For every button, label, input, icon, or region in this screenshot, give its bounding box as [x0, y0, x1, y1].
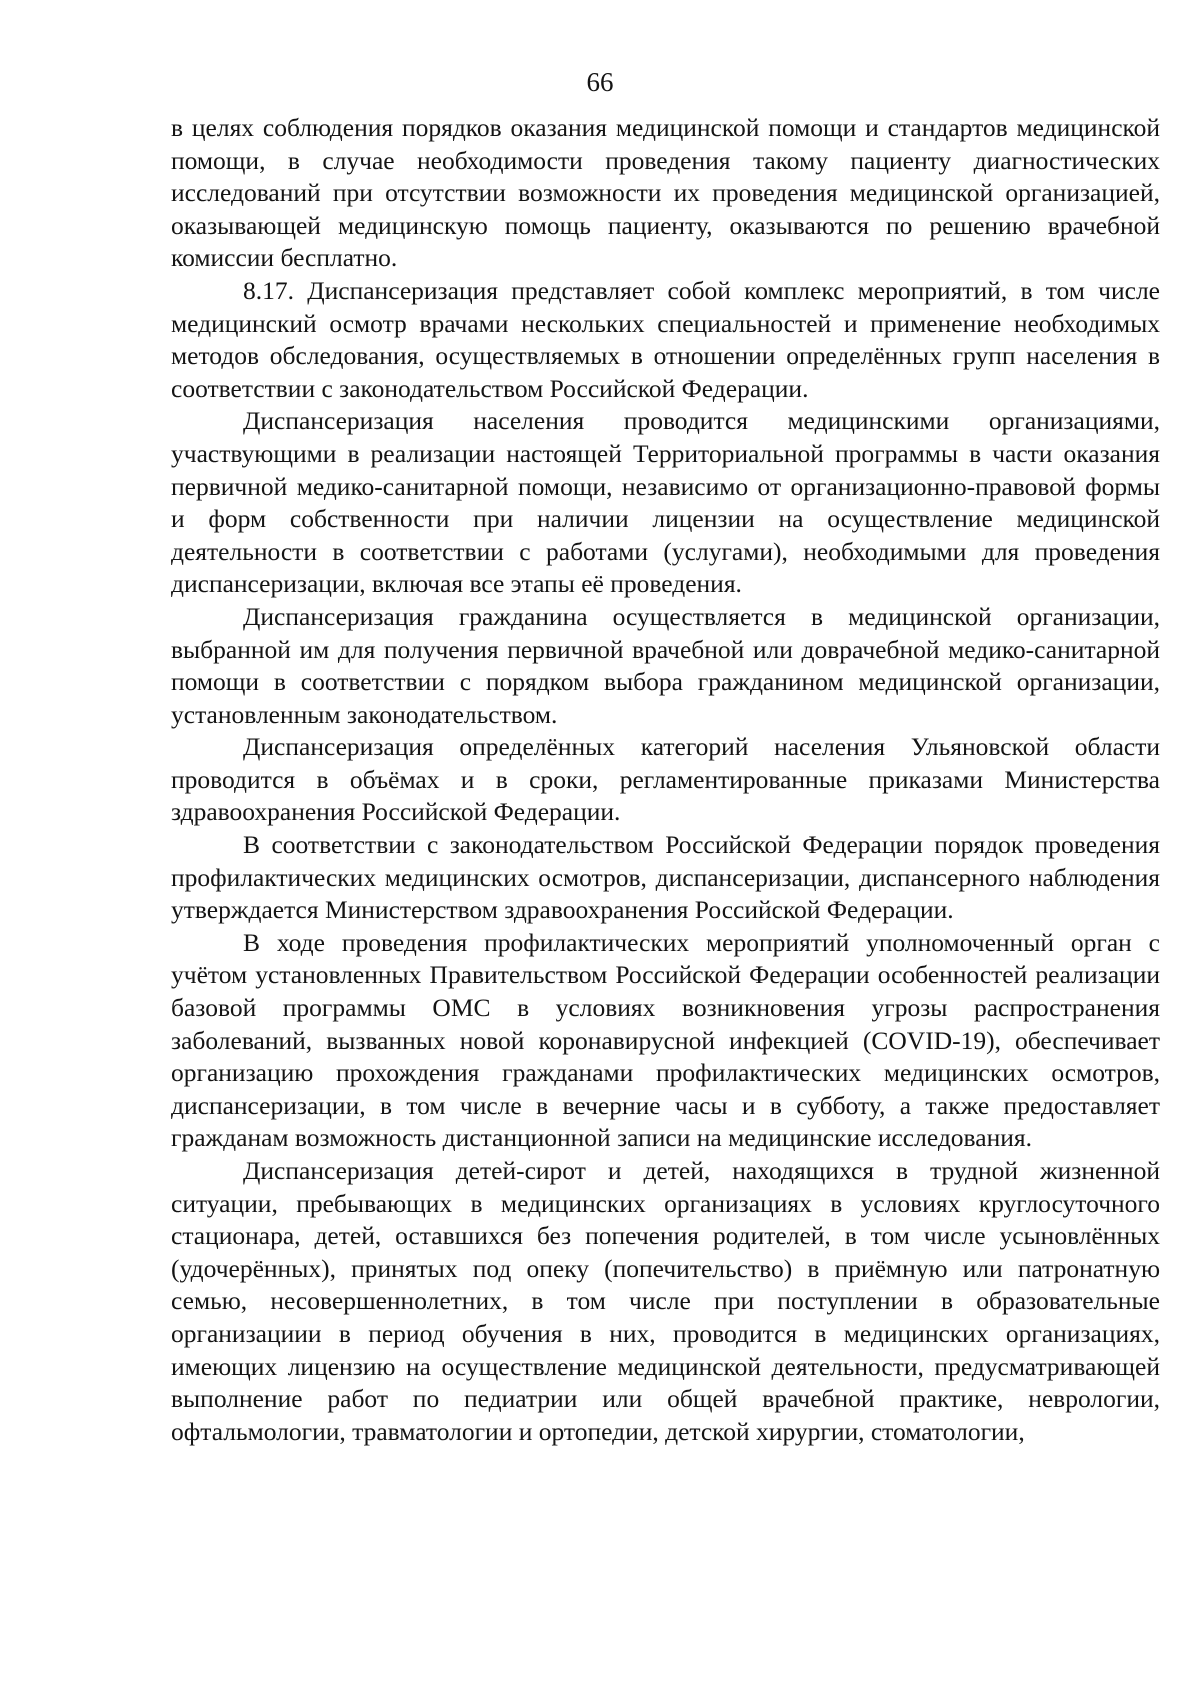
paragraph-covid-measures: В ходе проведения профилактических мероприятий уполномоченный орган с учётом установленных Правительством Российской Федерации особенностей реализации базовой программы ОМС в условиях возникновения угрозы распространения заболеваний, вызванных новой коронавирусной инфекцией (COVID-19), обеспечивает организацию прохождения гражданами профилактических медицинских осмотров, диспансеризации, в том числе в вечерние часы и в субботу, а также предоставляет гражданам возможность дистанционной записи на медицинские исследования. [171, 927, 1160, 1153]
paragraph-citizen-screening: Диспансеризация гражданина осуществляется в медицинской организации, выбранной им для получения первичной врачебной или доврачебной медико-санитарной помощи в соответствии с порядком выбора гражданином медицинской организации, установленным законодательством. [171, 601, 1160, 729]
paragraph-procedure: В соответствии с законодательством Российской Федерации порядок проведения профилактических медицинских осмотров, диспансеризации, диспансерного наблюдения утверждается Министерством здравоохранения Российской Федерации. [171, 830, 1160, 925]
paragraph-population-screening: Диспансеризация населения проводится медицинскими организациями, участвующими в реализации настоящей Территориальной программы в части оказания первичной медико-санитарной помощи, независимо от организационно-правовой формы и форм собственности при наличии лицензии на осуществление медицинской деятельности в соответствии с работами (услугами), необходимыми для проведения диспансеризации, включая все этапы её проведения. [171, 406, 1160, 599]
paragraph-categories-screening: Диспансеризация определённых категорий населения Ульяновской области проводится в объёмах и в сроки, регламентированные приказами Министерства здравоохранения Российской Федерации. [171, 732, 1160, 827]
paragraph-continuation: в целях соблюдения порядков оказания медицинской помощи и стандартов медицинской помощи, в случае необходимости проведения такому пациенту диагностических исследований при отсутствии возможности их проведения медицинской организацией, оказывающей медицинскую помощь пациенту, оказываются по решению врачебной комиссии бесплатно. [171, 113, 1160, 273]
paragraph-section-8-17: 8.17. Диспансеризация представляет собой комплекс мероприятий, в том числе медицинский осмотр врачами нескольких специальностей и применение необходимых методов обследования, осуществляемых в отношении определённых групп населения в соответствии с законодательством Российской Федерации. [171, 275, 1160, 403]
page-number: 66 [586, 67, 614, 97]
document-body [171, 112, 1160, 1448]
paragraph-orphan-children: Диспансеризация детей-сирот и детей, находящихся в трудной жизненной ситуации, пребывающих в медицинских организациях в условиях круглосуточного стационара, детей, оставшихся без попечения родителей, в том числе усыновлённых (удочерённых), принятых под опеку (попечительство) в приёмную или патронатную семью, несовершеннолетних, в том числе при поступлении в образовательные организациии в период обучения в них, проводится в медицинских организациях, имеющих лицензию на осуществление медицинской деятельности, предусматривающей выполнение работ по педиатрии или общей врачебной практике, неврологии, офтальмологии, травматологии и ортопедии, детской хирургии, стоматологии, [171, 1156, 1160, 1446]
